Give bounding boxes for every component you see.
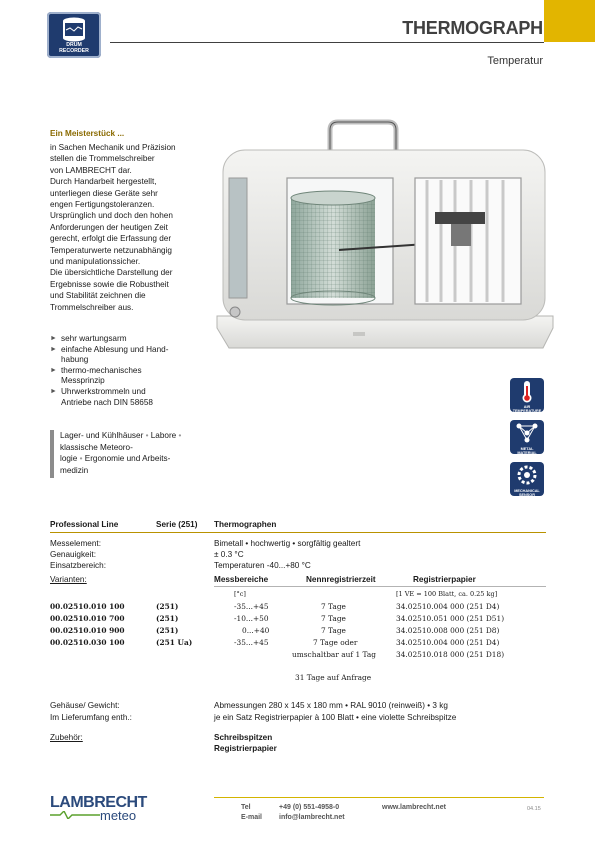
page-code: 04.15: [527, 806, 541, 812]
accessory-item: Registrierpapier: [214, 744, 277, 753]
air-temperature-label: AIR TEMPERATURE: [512, 405, 542, 413]
product-header: Thermographen: [214, 520, 277, 529]
spec-label: Genauigkeit:: [50, 550, 96, 559]
intro-heading: Ein Meisterstück ...: [50, 129, 125, 138]
logo-wave-icon: [50, 811, 100, 819]
variant-time-extra: umschaltbar auf 1 Tag: [292, 650, 377, 659]
page-subtitle: Temperatur: [487, 55, 543, 67]
variant-time: 7 Tage oder: [313, 638, 358, 647]
variant-paper: 34.02510.051 000 (251 D51): [396, 614, 505, 623]
list-item: [50, 345, 220, 366]
variant-time: 7 Tage: [321, 614, 346, 623]
spec-label: Einsatzbereich:: [50, 561, 106, 570]
feature-text: einfache Ablesung und Hand- habung: [61, 344, 169, 365]
housing-value: Abmessungen 280 x 145 x 180 mm • RAL 9010 (reinweiß) • 3 kg: [214, 701, 448, 710]
variant-range: -35...+45: [234, 602, 269, 611]
lambrecht-logo: [50, 796, 147, 822]
badge-label: DRUM RECORDER: [59, 42, 89, 54]
feature-text: thermo-mechanisches Messprinzip: [61, 365, 142, 386]
intro-paragraph: in Sachen Mechanik und Präzision stellen die Trommelschreiber von LAMBRECHT dar. Durch Handarbeit hergestellt, unterliegen diese Geräte sehr engen Fertigungstoleranzen. Ursprünglich und doch den hohen Anforderungen der heutigen Zeit gerecht, erfolgt die Erfassung der Temperaturwerte netzunabhängig und manipulationssicher. Die übersichtliche Darstellung der Ergebnisse sowie die Robustheit und Stabilität zeichnen die Trommelschreiber aus.: [50, 143, 176, 312]
variant-paper: 34.02510.004 000 (251 D4): [396, 602, 500, 611]
paper-unit: [1 VE = 100 Blatt, ca. 0.25 kg]: [396, 590, 498, 598]
list-item: [50, 334, 220, 345]
time-column-header: Nennregistrierzeit: [306, 575, 376, 584]
on-request-note: 31 Tage auf Anfrage: [295, 673, 372, 682]
arrow-icon: ►: [50, 335, 57, 342]
variant-code: 00.02510.030 100: [50, 638, 125, 647]
separator: •: [143, 431, 151, 440]
variant-paper-extra: 34.02510.018 000 (251 D18): [396, 650, 505, 659]
variants-label: Varianten:: [50, 575, 87, 584]
variant-time: 7 Tage: [321, 626, 346, 635]
footer-rule: [214, 797, 544, 798]
application-item: Labore: [150, 431, 177, 440]
arrow-icon: ►: [50, 387, 57, 395]
variant-code: 00.02510.010 700: [50, 614, 125, 623]
spec-value: ± 0.3 °C: [214, 550, 244, 559]
scope-label: Im Lieferumfang enth.:: [50, 713, 132, 722]
spec-value: Bimetall • hochwertig • sorgfältig gealtert: [214, 539, 361, 548]
application-item: Ergonomie und Arbeits- medizin: [60, 454, 171, 475]
paper-column-header: Registrierpapier: [413, 575, 476, 584]
header-accent-tab: [544, 0, 595, 42]
variants-rule: [214, 586, 546, 587]
variant-range: 0...+40: [242, 626, 270, 635]
arrow-icon: ►: [50, 366, 57, 374]
website-link[interactable]: www.lambrecht.net: [382, 804, 446, 811]
variant-serie: (251): [156, 614, 179, 623]
logo-sub: meteo: [100, 808, 137, 823]
application-item: Lager- und Kühlhäuser: [60, 431, 144, 440]
arrow-icon: ►: [50, 345, 57, 353]
table-rule: [50, 532, 546, 533]
feature-text: Uhrwerkstrommeln und Antriebe nach DIN 58658: [61, 386, 153, 407]
range-unit: [°c]: [234, 590, 246, 598]
spec-value: Temperaturen -40...+80 °C: [214, 561, 311, 570]
email-label: E-mail: [241, 814, 263, 821]
mechanical-sensor-label: MECHANICAL SENSOR: [514, 489, 540, 497]
tel-value: +49 (0) 551-4958-0: [279, 804, 340, 811]
spec-label: Messelement:: [50, 539, 101, 548]
range-column-header: Messbereiche: [214, 575, 269, 584]
list-item: [50, 387, 220, 408]
separator: •: [77, 454, 85, 463]
feature-list: [50, 334, 220, 408]
variant-code: 00.02510.010 900: [50, 626, 125, 635]
feature-text: sehr wartungsarm: [61, 334, 127, 343]
serie-header: Serie (251): [156, 520, 198, 529]
accessory-item: Schreibspitzen: [214, 733, 273, 742]
variant-time: 7 Tage: [321, 602, 346, 611]
variant-paper: 34.02510.008 000 (251 D8): [396, 626, 500, 635]
tel-label: Tel: [241, 804, 251, 811]
page-title: THERMOGRAPH: [402, 18, 543, 38]
variant-code: 00.02510.010 100: [50, 602, 125, 611]
logo-wordmark: LAMBRECHT: [50, 794, 147, 811]
separator: •: [176, 431, 182, 440]
title-rule: [110, 42, 544, 43]
drum-recorder-icon: [47, 12, 101, 46]
product-line-header: Professional Line: [50, 520, 119, 529]
metal-material-label: METAL MATERIAL: [517, 447, 537, 455]
accessories-label: Zubehör:: [50, 733, 83, 742]
thermograph-product-image: [215, 116, 560, 361]
housing-label: Gehäuse/ Gewicht:: [50, 701, 120, 710]
scope-value: je ein Satz Registrierpapier à 100 Blatt • eine violette Schreibspitze: [214, 713, 457, 722]
variant-range: -10...+50: [234, 614, 269, 623]
list-item: [50, 366, 220, 387]
applications-box: [50, 430, 215, 478]
variant-serie: (251): [156, 626, 179, 635]
variant-serie: (251 Ua): [156, 638, 193, 647]
variant-serie: (251): [156, 602, 179, 611]
variant-paper: 34.02510.004 000 (251 D4): [396, 638, 500, 647]
variant-range: -35...+45: [234, 638, 269, 647]
email-link[interactable]: info@lambrecht.net: [279, 814, 345, 821]
application-item: klassische Meteoro- logie: [60, 442, 133, 463]
